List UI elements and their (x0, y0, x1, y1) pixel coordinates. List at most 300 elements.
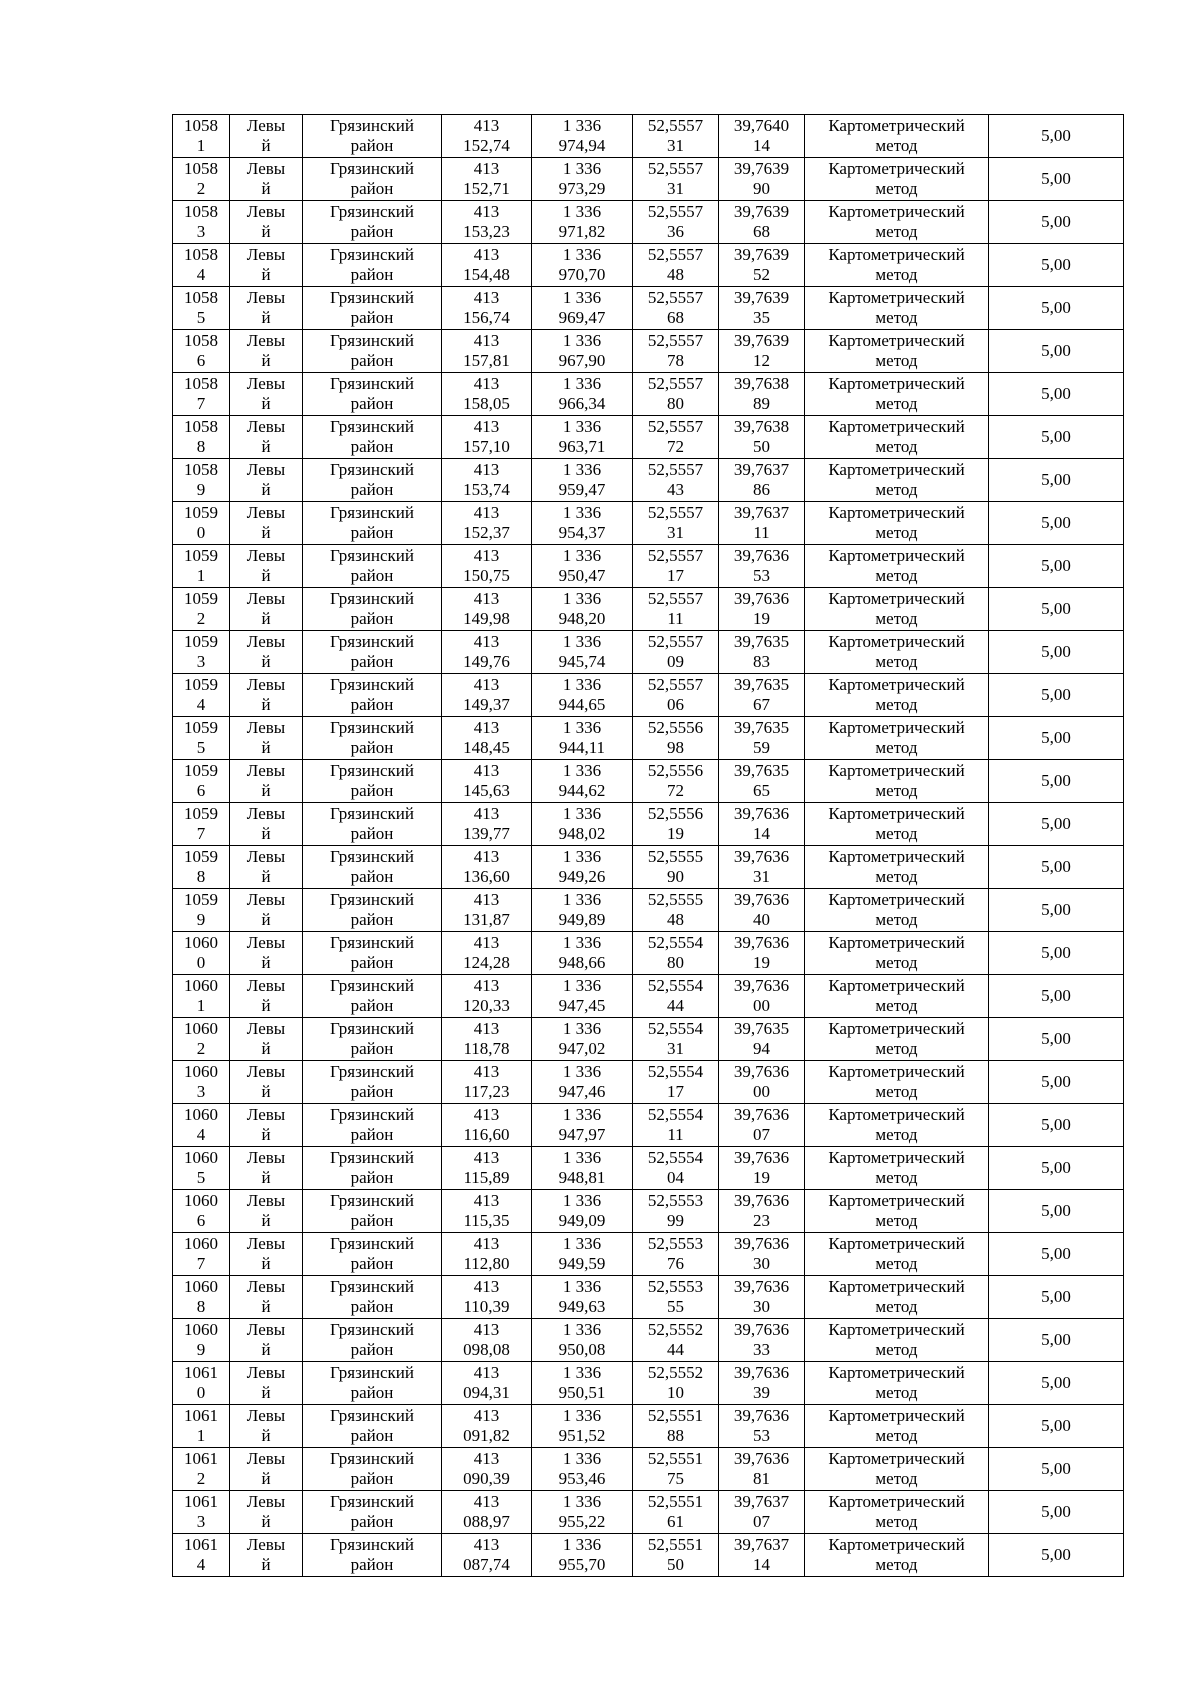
coord-x-cell: 413 117,23 (442, 1061, 532, 1104)
point-number-cell: 1058 4 (173, 244, 230, 287)
coord-y-cell: 1 336 949,09 (532, 1190, 633, 1233)
longitude-cell: 39,7638 89 (719, 373, 805, 416)
longitude-cell: 39,7635 94 (719, 1018, 805, 1061)
point-number-cell: 1059 5 (173, 717, 230, 760)
coord-y-cell: 1 336 949,89 (532, 889, 633, 932)
longitude-cell: 39,7636 33 (719, 1319, 805, 1362)
coord-y-cell: 1 336 948,20 (532, 588, 633, 631)
coord-y-cell: 1 336 951,52 (532, 1405, 633, 1448)
coord-x-cell: 413 157,10 (442, 416, 532, 459)
accuracy-cell: 5,00 (989, 1448, 1124, 1491)
coord-x-cell: 413 148,45 (442, 717, 532, 760)
longitude-cell: 39,7635 65 (719, 760, 805, 803)
district-cell: Грязинский район (303, 1405, 442, 1448)
district-cell: Грязинский район (303, 416, 442, 459)
coord-x-cell: 413 136,60 (442, 846, 532, 889)
latitude-cell: 52,5554 31 (633, 1018, 719, 1061)
table-row (173, 1491, 1124, 1534)
accuracy-cell: 5,00 (989, 158, 1124, 201)
district-cell: Грязинский район (303, 1190, 442, 1233)
method-cell: Картометрический метод (805, 1319, 989, 1362)
coord-y-cell: 1 336 950,08 (532, 1319, 633, 1362)
method-cell: Картометрический метод (805, 674, 989, 717)
latitude-cell: 52,5557 48 (633, 244, 719, 287)
accuracy-cell: 5,00 (989, 1534, 1124, 1577)
table-row (173, 717, 1124, 760)
method-cell: Картометрический метод (805, 932, 989, 975)
point-number-cell: 1058 5 (173, 287, 230, 330)
accuracy-cell: 5,00 (989, 502, 1124, 545)
method-cell: Картометрический метод (805, 1405, 989, 1448)
coord-y-cell: 1 336 971,82 (532, 201, 633, 244)
accuracy-cell: 5,00 (989, 1276, 1124, 1319)
coord-x-cell: 413 157,81 (442, 330, 532, 373)
accuracy-cell: 5,00 (989, 545, 1124, 588)
district-cell: Грязинский район (303, 115, 442, 158)
point-number-cell: 1060 9 (173, 1319, 230, 1362)
district-cell: Грязинский район (303, 674, 442, 717)
coord-x-cell: 413 110,39 (442, 1276, 532, 1319)
longitude-cell: 39,7636 19 (719, 588, 805, 631)
accuracy-cell: 5,00 (989, 803, 1124, 846)
method-cell: Картометрический метод (805, 631, 989, 674)
latitude-cell: 52,5553 99 (633, 1190, 719, 1233)
method-cell: Картометрический метод (805, 330, 989, 373)
district-cell: Грязинский район (303, 502, 442, 545)
point-number-cell: 1058 9 (173, 459, 230, 502)
longitude-cell: 39,7636 39 (719, 1362, 805, 1405)
table-row (173, 1147, 1124, 1190)
method-cell: Картометрический метод (805, 373, 989, 416)
longitude-cell: 39,7635 67 (719, 674, 805, 717)
side-cell: Левы й (230, 588, 303, 631)
coord-y-cell: 1 336 959,47 (532, 459, 633, 502)
point-number-cell: 1059 4 (173, 674, 230, 717)
latitude-cell: 52,5554 11 (633, 1104, 719, 1147)
coord-y-cell: 1 336 948,66 (532, 932, 633, 975)
table-row (173, 158, 1124, 201)
longitude-cell: 39,7639 90 (719, 158, 805, 201)
coord-y-cell: 1 336 955,70 (532, 1534, 633, 1577)
side-cell: Левы й (230, 416, 303, 459)
coord-x-cell: 413 091,82 (442, 1405, 532, 1448)
side-cell: Левы й (230, 1405, 303, 1448)
longitude-cell: 39,7636 30 (719, 1233, 805, 1276)
coord-y-cell: 1 336 973,29 (532, 158, 633, 201)
latitude-cell: 52,5557 31 (633, 502, 719, 545)
coord-y-cell: 1 336 974,94 (532, 115, 633, 158)
latitude-cell: 52,5553 55 (633, 1276, 719, 1319)
method-cell: Картометрический метод (805, 1061, 989, 1104)
table-row (173, 287, 1124, 330)
coord-x-cell: 413 154,48 (442, 244, 532, 287)
latitude-cell: 52,5556 98 (633, 717, 719, 760)
point-number-cell: 1059 9 (173, 889, 230, 932)
method-cell: Картометрический метод (805, 760, 989, 803)
table-row (173, 1319, 1124, 1362)
method-cell: Картометрический метод (805, 158, 989, 201)
latitude-cell: 52,5557 11 (633, 588, 719, 631)
longitude-cell: 39,7636 30 (719, 1276, 805, 1319)
table-row (173, 1448, 1124, 1491)
table-row (173, 1276, 1124, 1319)
longitude-cell: 39,7636 07 (719, 1104, 805, 1147)
table-row (173, 1104, 1124, 1147)
point-number-cell: 1061 4 (173, 1534, 230, 1577)
coord-x-cell: 413 149,37 (442, 674, 532, 717)
accuracy-cell: 5,00 (989, 889, 1124, 932)
side-cell: Левы й (230, 889, 303, 932)
latitude-cell: 52,5554 44 (633, 975, 719, 1018)
longitude-cell: 39,7636 19 (719, 932, 805, 975)
coord-x-cell: 413 094,31 (442, 1362, 532, 1405)
latitude-cell: 52,5557 17 (633, 545, 719, 588)
accuracy-cell: 5,00 (989, 588, 1124, 631)
table-row (173, 1405, 1124, 1448)
coord-x-cell: 413 158,05 (442, 373, 532, 416)
district-cell: Грязинский район (303, 1319, 442, 1362)
district-cell: Грязинский район (303, 1061, 442, 1104)
accuracy-cell: 5,00 (989, 330, 1124, 373)
point-number-cell: 1060 8 (173, 1276, 230, 1319)
coord-x-cell: 413 149,76 (442, 631, 532, 674)
accuracy-cell: 5,00 (989, 975, 1124, 1018)
method-cell: Картометрический метод (805, 545, 989, 588)
latitude-cell: 52,5557 43 (633, 459, 719, 502)
latitude-cell: 52,5557 09 (633, 631, 719, 674)
latitude-cell: 52,5551 50 (633, 1534, 719, 1577)
coordinates-table (172, 114, 1124, 1577)
coord-x-cell: 413 090,39 (442, 1448, 532, 1491)
method-cell: Картометрический метод (805, 244, 989, 287)
side-cell: Левы й (230, 1319, 303, 1362)
district-cell: Грязинский район (303, 545, 442, 588)
coord-x-cell: 413 098,08 (442, 1319, 532, 1362)
accuracy-cell: 5,00 (989, 244, 1124, 287)
accuracy-cell: 5,00 (989, 1233, 1124, 1276)
table-row (173, 588, 1124, 631)
coord-x-cell: 413 152,71 (442, 158, 532, 201)
coord-y-cell: 1 336 948,02 (532, 803, 633, 846)
accuracy-cell: 5,00 (989, 1362, 1124, 1405)
table-row (173, 760, 1124, 803)
coord-x-cell: 413 153,23 (442, 201, 532, 244)
longitude-cell: 39,7635 83 (719, 631, 805, 674)
side-cell: Левы й (230, 1276, 303, 1319)
district-cell: Грязинский район (303, 1362, 442, 1405)
coord-x-cell: 413 131,87 (442, 889, 532, 932)
coord-x-cell: 413 145,63 (442, 760, 532, 803)
side-cell: Левы й (230, 1233, 303, 1276)
district-cell: Грязинский район (303, 846, 442, 889)
longitude-cell: 39,7637 07 (719, 1491, 805, 1534)
district-cell: Грязинский район (303, 932, 442, 975)
district-cell: Грязинский район (303, 1104, 442, 1147)
coord-x-cell: 413 088,97 (442, 1491, 532, 1534)
district-cell: Грязинский район (303, 1534, 442, 1577)
latitude-cell: 52,5551 61 (633, 1491, 719, 1534)
coord-y-cell: 1 336 947,97 (532, 1104, 633, 1147)
point-number-cell: 1058 2 (173, 158, 230, 201)
table-row (173, 502, 1124, 545)
side-cell: Левы й (230, 674, 303, 717)
method-cell: Картометрический метод (805, 588, 989, 631)
side-cell: Левы й (230, 1534, 303, 1577)
table-row (173, 975, 1124, 1018)
accuracy-cell: 5,00 (989, 115, 1124, 158)
latitude-cell: 52,5557 72 (633, 416, 719, 459)
coord-y-cell: 1 336 967,90 (532, 330, 633, 373)
method-cell: Картометрический метод (805, 416, 989, 459)
latitude-cell: 52,5555 48 (633, 889, 719, 932)
table-row (173, 459, 1124, 502)
district-cell: Грязинский район (303, 803, 442, 846)
point-number-cell: 1061 3 (173, 1491, 230, 1534)
latitude-cell: 52,5554 04 (633, 1147, 719, 1190)
coord-y-cell: 1 336 947,45 (532, 975, 633, 1018)
district-cell: Грязинский район (303, 459, 442, 502)
district-cell: Грязинский район (303, 330, 442, 373)
point-number-cell: 1060 5 (173, 1147, 230, 1190)
point-number-cell: 1058 6 (173, 330, 230, 373)
latitude-cell: 52,5556 72 (633, 760, 719, 803)
point-number-cell: 1060 7 (173, 1233, 230, 1276)
latitude-cell: 52,5557 06 (633, 674, 719, 717)
accuracy-cell: 5,00 (989, 631, 1124, 674)
longitude-cell: 39,7639 68 (719, 201, 805, 244)
side-cell: Левы й (230, 1491, 303, 1534)
side-cell: Левы й (230, 1018, 303, 1061)
method-cell: Картометрический метод (805, 1276, 989, 1319)
coord-x-cell: 413 116,60 (442, 1104, 532, 1147)
table-row (173, 631, 1124, 674)
coord-x-cell: 413 115,89 (442, 1147, 532, 1190)
table-row (173, 330, 1124, 373)
accuracy-cell: 5,00 (989, 1104, 1124, 1147)
side-cell: Левы й (230, 1104, 303, 1147)
point-number-cell: 1059 1 (173, 545, 230, 588)
coord-y-cell: 1 336 948,81 (532, 1147, 633, 1190)
table-row (173, 1061, 1124, 1104)
table-row (173, 416, 1124, 459)
accuracy-cell: 5,00 (989, 373, 1124, 416)
district-cell: Грязинский район (303, 244, 442, 287)
coord-x-cell: 413 156,74 (442, 287, 532, 330)
table-row (173, 244, 1124, 287)
district-cell: Грязинский район (303, 201, 442, 244)
coord-y-cell: 1 336 953,46 (532, 1448, 633, 1491)
district-cell: Грязинский район (303, 1018, 442, 1061)
method-cell: Картометрический метод (805, 1018, 989, 1061)
coord-x-cell: 413 115,35 (442, 1190, 532, 1233)
accuracy-cell: 5,00 (989, 932, 1124, 975)
side-cell: Левы й (230, 287, 303, 330)
latitude-cell: 52,5551 88 (633, 1405, 719, 1448)
table-row (173, 1534, 1124, 1577)
longitude-cell: 39,7636 19 (719, 1147, 805, 1190)
district-cell: Грязинский район (303, 631, 442, 674)
latitude-cell: 52,5553 76 (633, 1233, 719, 1276)
method-cell: Картометрический метод (805, 1534, 989, 1577)
district-cell: Грязинский район (303, 588, 442, 631)
side-cell: Левы й (230, 846, 303, 889)
method-cell: Картометрический метод (805, 459, 989, 502)
side-cell: Левы й (230, 459, 303, 502)
coord-y-cell: 1 336 945,74 (532, 631, 633, 674)
method-cell: Картометрический метод (805, 1147, 989, 1190)
accuracy-cell: 5,00 (989, 1405, 1124, 1448)
latitude-cell: 52,5552 44 (633, 1319, 719, 1362)
table-row (173, 932, 1124, 975)
point-number-cell: 1061 0 (173, 1362, 230, 1405)
longitude-cell: 39,7637 86 (719, 459, 805, 502)
accuracy-cell: 5,00 (989, 1491, 1124, 1534)
district-cell: Грязинский район (303, 717, 442, 760)
method-cell: Картометрический метод (805, 287, 989, 330)
side-cell: Левы й (230, 115, 303, 158)
accuracy-cell: 5,00 (989, 1319, 1124, 1362)
table-row (173, 1362, 1124, 1405)
coord-x-cell: 413 118,78 (442, 1018, 532, 1061)
accuracy-cell: 5,00 (989, 846, 1124, 889)
method-cell: Картометрический метод (805, 1190, 989, 1233)
coord-y-cell: 1 336 950,47 (532, 545, 633, 588)
district-cell: Грязинский район (303, 373, 442, 416)
accuracy-cell: 5,00 (989, 717, 1124, 760)
longitude-cell: 39,7640 14 (719, 115, 805, 158)
coord-x-cell: 413 149,98 (442, 588, 532, 631)
point-number-cell: 1058 7 (173, 373, 230, 416)
coord-y-cell: 1 336 963,71 (532, 416, 633, 459)
latitude-cell: 52,5557 78 (633, 330, 719, 373)
latitude-cell: 52,5556 19 (633, 803, 719, 846)
district-cell: Грязинский район (303, 1491, 442, 1534)
accuracy-cell: 5,00 (989, 1147, 1124, 1190)
method-cell: Картометрический метод (805, 1448, 989, 1491)
longitude-cell: 39,7637 11 (719, 502, 805, 545)
point-number-cell: 1060 4 (173, 1104, 230, 1147)
coord-y-cell: 1 336 944,11 (532, 717, 633, 760)
coord-x-cell: 413 150,75 (442, 545, 532, 588)
side-cell: Левы й (230, 760, 303, 803)
latitude-cell: 52,5557 68 (633, 287, 719, 330)
coord-x-cell: 413 153,74 (442, 459, 532, 502)
point-number-cell: 1060 0 (173, 932, 230, 975)
longitude-cell: 39,7636 40 (719, 889, 805, 932)
side-cell: Левы й (230, 244, 303, 287)
point-number-cell: 1059 3 (173, 631, 230, 674)
point-number-cell: 1059 2 (173, 588, 230, 631)
district-cell: Грязинский район (303, 1233, 442, 1276)
accuracy-cell: 5,00 (989, 760, 1124, 803)
side-cell: Левы й (230, 158, 303, 201)
side-cell: Левы й (230, 717, 303, 760)
table-row (173, 201, 1124, 244)
district-cell: Грязинский район (303, 1448, 442, 1491)
coord-x-cell: 413 087,74 (442, 1534, 532, 1577)
longitude-cell: 39,7636 00 (719, 975, 805, 1018)
coord-x-cell: 413 152,74 (442, 115, 532, 158)
side-cell: Левы й (230, 1448, 303, 1491)
method-cell: Картометрический метод (805, 889, 989, 932)
method-cell: Картометрический метод (805, 717, 989, 760)
coord-y-cell: 1 336 944,65 (532, 674, 633, 717)
longitude-cell: 39,7636 53 (719, 1405, 805, 1448)
point-number-cell: 1059 7 (173, 803, 230, 846)
table-row (173, 846, 1124, 889)
latitude-cell: 52,5557 31 (633, 158, 719, 201)
longitude-cell: 39,7639 12 (719, 330, 805, 373)
latitude-cell: 52,5554 80 (633, 932, 719, 975)
district-cell: Грязинский район (303, 889, 442, 932)
table-body (173, 115, 1124, 1577)
district-cell: Грязинский район (303, 1147, 442, 1190)
point-number-cell: 1061 1 (173, 1405, 230, 1448)
point-number-cell: 1058 3 (173, 201, 230, 244)
method-cell: Картометрический метод (805, 1491, 989, 1534)
side-cell: Левы й (230, 631, 303, 674)
point-number-cell: 1059 6 (173, 760, 230, 803)
accuracy-cell: 5,00 (989, 201, 1124, 244)
coord-x-cell: 413 139,77 (442, 803, 532, 846)
accuracy-cell: 5,00 (989, 287, 1124, 330)
table-row (173, 1190, 1124, 1233)
longitude-cell: 39,7636 23 (719, 1190, 805, 1233)
side-cell: Левы й (230, 502, 303, 545)
longitude-cell: 39,7636 14 (719, 803, 805, 846)
method-cell: Картометрический метод (805, 502, 989, 545)
table-row (173, 1233, 1124, 1276)
table-row (173, 889, 1124, 932)
coord-y-cell: 1 336 969,47 (532, 287, 633, 330)
table-row (173, 545, 1124, 588)
coord-y-cell: 1 336 950,51 (532, 1362, 633, 1405)
method-cell: Картометрический метод (805, 115, 989, 158)
coord-y-cell: 1 336 947,46 (532, 1061, 633, 1104)
coord-x-cell: 413 124,28 (442, 932, 532, 975)
latitude-cell: 52,5551 75 (633, 1448, 719, 1491)
longitude-cell: 39,7636 53 (719, 545, 805, 588)
point-number-cell: 1058 8 (173, 416, 230, 459)
point-number-cell: 1061 2 (173, 1448, 230, 1491)
method-cell: Картометрический метод (805, 201, 989, 244)
method-cell: Картометрический метод (805, 1362, 989, 1405)
side-cell: Левы й (230, 1147, 303, 1190)
side-cell: Левы й (230, 1362, 303, 1405)
accuracy-cell: 5,00 (989, 416, 1124, 459)
longitude-cell: 39,7638 50 (719, 416, 805, 459)
latitude-cell: 52,5552 10 (633, 1362, 719, 1405)
side-cell: Левы й (230, 373, 303, 416)
side-cell: Левы й (230, 201, 303, 244)
method-cell: Картометрический метод (805, 1104, 989, 1147)
coord-y-cell: 1 336 966,34 (532, 373, 633, 416)
latitude-cell: 52,5554 17 (633, 1061, 719, 1104)
latitude-cell: 52,5557 36 (633, 201, 719, 244)
side-cell: Левы й (230, 545, 303, 588)
accuracy-cell: 5,00 (989, 459, 1124, 502)
longitude-cell: 39,7637 14 (719, 1534, 805, 1577)
table-row (173, 674, 1124, 717)
coord-y-cell: 1 336 949,26 (532, 846, 633, 889)
point-number-cell: 1060 6 (173, 1190, 230, 1233)
latitude-cell: 52,5555 90 (633, 846, 719, 889)
accuracy-cell: 5,00 (989, 674, 1124, 717)
point-number-cell: 1059 0 (173, 502, 230, 545)
side-cell: Левы й (230, 975, 303, 1018)
longitude-cell: 39,7639 35 (719, 287, 805, 330)
point-number-cell: 1060 1 (173, 975, 230, 1018)
